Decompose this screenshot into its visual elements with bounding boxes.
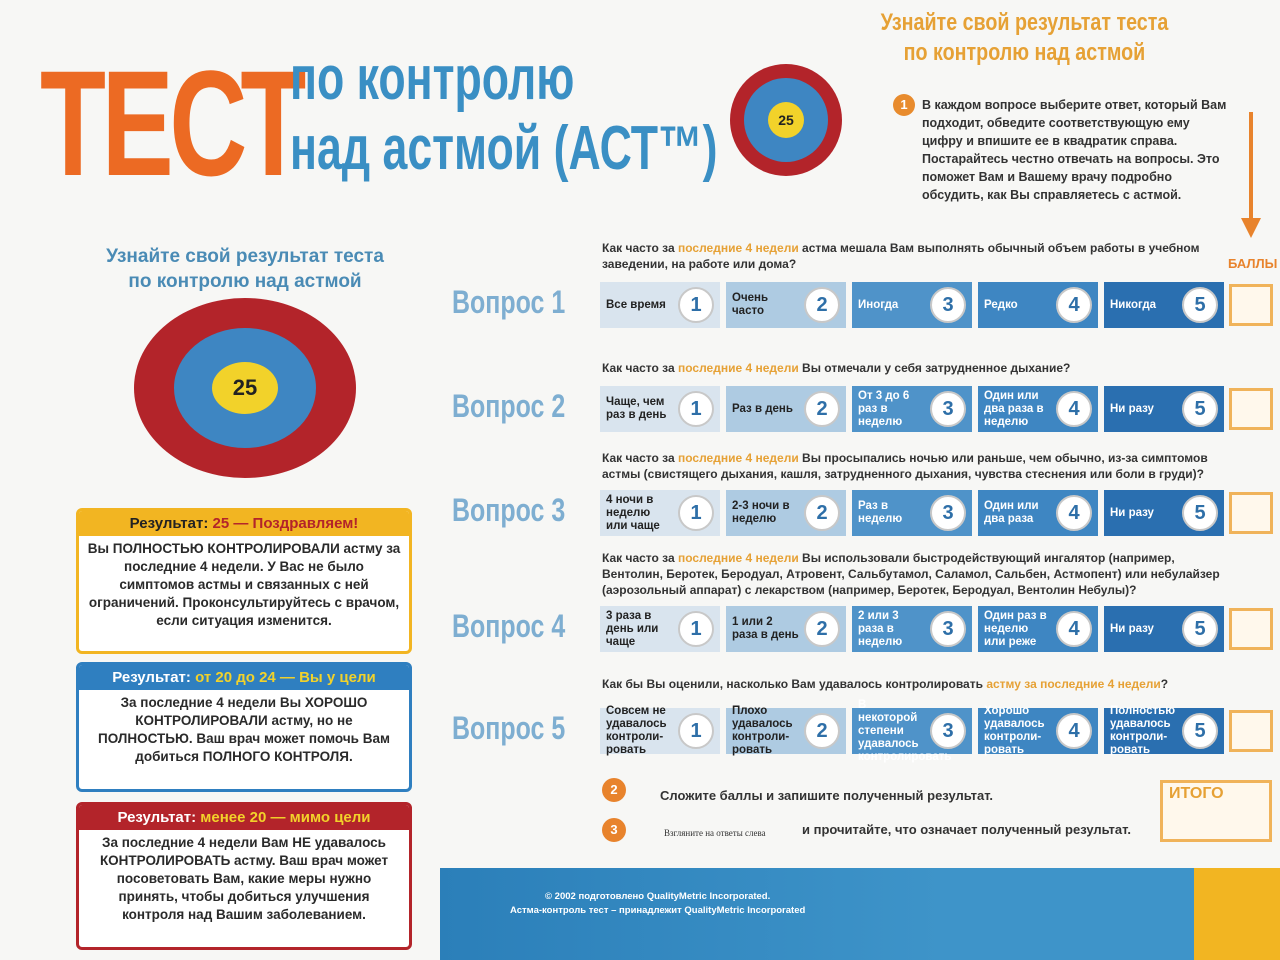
answer-option-score[interactable]: 4	[1056, 391, 1092, 427]
answer-options-row	[600, 490, 1224, 536]
answer-option-label: От 3 до 6 раз в неделю	[858, 389, 910, 428]
answer-option[interactable]	[600, 386, 720, 432]
answer-options-row	[600, 698, 1224, 763]
answer-option[interactable]	[600, 282, 720, 328]
answer-option[interactable]	[726, 490, 846, 536]
answer-option[interactable]	[978, 386, 1098, 432]
answer-option[interactable]	[852, 490, 972, 536]
answer-option[interactable]	[1104, 606, 1224, 652]
result-card-body: За последние 4 недели Вам НЕ удавалось КОНТРОЛИРОВАТЬ астму. Ваш врач может посоветовать Вам, какие меры нужно принять, чтобы добиться улучшения контроля над Вашим заболеванием.	[99, 835, 389, 922]
question-text-highlight: астму за последние 4 недели	[986, 677, 1161, 691]
result-card-header	[79, 665, 409, 690]
answer-option-score[interactable]: 3	[930, 611, 966, 647]
result-card-body: За последние 4 недели Вы ХОРОШО КОНТРОЛИРОВАЛИ астму, но не ПОЛНОСТЬЮ. Ваш врач может помочь Вам добиться ПОЛНОГО КОНТРОЛЯ.	[98, 695, 390, 764]
answer-option-label: 3 раза в день или чаще	[606, 609, 659, 648]
score-column-label: БАЛЛЫ	[1228, 256, 1278, 271]
footer-line-1: © 2002 подготовлено QualityMetric Incorporated.	[545, 891, 771, 902]
answer-option-score[interactable]: 1	[678, 611, 714, 647]
total-label: ИТОГО	[1169, 785, 1224, 802]
step-2-text: Сложите баллы и запишите полученный результат.	[660, 788, 994, 803]
answer-option-label: 2-3 ночи в неделю	[732, 500, 790, 525]
footer-line-2: Астма-контроль тест – принадлежит QualityMetric Incorporated	[510, 905, 806, 916]
result-card-25	[76, 508, 412, 654]
answer-option-score[interactable]: 1	[678, 495, 714, 531]
question-text-highlight: последние 4 недели	[678, 361, 799, 375]
question-text-part: Вы использовали быстродействующий ингалятор (например, Вентолин, Беротек, Беродуал, Атровент, Сальбутамол, Саламол, Сальбен, Астмопент) или небулайзер (аэрозольный аппарат) с лекарством (например, Беротек, Беродуал, Вентолин Небулы)?	[602, 551, 1220, 597]
step-3-badge: 3	[602, 818, 626, 842]
result-card-header	[79, 805, 409, 830]
answer-options-row	[600, 606, 1224, 652]
question-text-part: Вы просыпались ночью или раньше, чем обычно, из-за симптомов астмы (свистящего дыхания, кашля, затрудненного дыхания, чувства стеснения или боли в груди)?	[602, 451, 1208, 481]
question-text-highlight: последние 4 недели	[678, 551, 799, 565]
score-input-box[interactable]	[1229, 710, 1273, 752]
answer-option-label: Один или два раза	[984, 500, 1039, 525]
answer-option-label: Ни разу	[1110, 506, 1154, 519]
answer-option[interactable]	[1104, 490, 1224, 536]
answer-option-label: Один или два раза в неделю	[984, 389, 1044, 428]
answer-option[interactable]	[600, 705, 720, 756]
answer-option-score[interactable]: 1	[678, 391, 714, 427]
question-text	[602, 450, 1222, 482]
answer-option[interactable]	[726, 282, 846, 328]
question-text-part: Вы отмечали у себя затрудненное дыхание?	[798, 361, 1071, 375]
answer-option-label: 4 ночи в неделю или чаще	[606, 493, 660, 532]
answer-option-label: Очень часто	[732, 292, 769, 317]
answer-option[interactable]	[1104, 282, 1224, 328]
footer-band	[440, 868, 1280, 960]
answer-option-score[interactable]: 4	[1056, 287, 1092, 323]
question-text-part: Как бы Вы оценили, насколько Вам удавалось контролировать	[602, 677, 987, 691]
test-subtitle	[290, 44, 717, 184]
result-value: от 20 до 24 — Вы у цели	[195, 669, 376, 686]
answer-option-score[interactable]: 5	[1182, 713, 1218, 749]
answer-option-label: Все время	[606, 298, 666, 311]
result-card-header	[79, 511, 409, 536]
score-input-box[interactable]	[1229, 284, 1273, 326]
question-text-part: Как часто за	[602, 241, 678, 255]
answer-option-label: Совсем не удавалось контроли-ровать	[606, 705, 667, 756]
score-input-box[interactable]	[1229, 608, 1273, 650]
instruction-text: В каждом вопросе выберите ответ, который Вам подходит, обведите соответствующую ему цифру и впишите ее в квадратик справа. Постарайтесь честно отвечать на вопросы. Это поможет Вам и Вашему врачу подробно обсудить, как Вы справляетесь с астмой.	[922, 98, 1227, 202]
step-3-small-text: Взгляните на ответы слева	[664, 828, 766, 838]
step-2-badge: 2	[602, 778, 626, 802]
question-label: Вопрос 4	[452, 608, 566, 644]
answer-option-label: Раз в неделю	[858, 500, 903, 525]
answer-option-label: Ни разу	[1110, 402, 1154, 415]
answer-option[interactable]	[726, 606, 846, 652]
answer-option-label: 2 или 3 раза в неделю	[858, 609, 903, 648]
question-text-part: ?	[1160, 677, 1169, 691]
answer-option-score[interactable]: 3	[930, 495, 966, 531]
question-label: Вопрос 2	[452, 388, 566, 424]
large-target-icon	[134, 298, 356, 478]
answer-option-label: Хорошо удавалось контроли-ровать	[984, 705, 1045, 756]
question-text	[602, 676, 1222, 692]
question-label: Вопрос 5	[452, 710, 566, 746]
down-arrow-icon	[1249, 112, 1253, 222]
question-text-part: Как часто за	[602, 451, 678, 465]
question-text-part: Как часто за	[602, 551, 678, 565]
result-prefix: Результат:	[129, 515, 209, 532]
answer-option-label: Один раз в неделю или реже	[984, 609, 1047, 648]
question-label: Вопрос 1	[452, 284, 566, 320]
answer-option[interactable]	[978, 606, 1098, 652]
result-card-body: Вы ПОЛНОСТЬЮ КОНТРОЛИРОВАЛИ астму за последние 4 недели. У Вас не было симптомов астмы и связанных с ней ограничений. Проконсультируйтесь с врачом, если ситуация изменится.	[87, 541, 401, 628]
answer-option[interactable]	[852, 606, 972, 652]
answer-option-score[interactable]: 4	[1056, 713, 1092, 749]
subtitle-line-1: по контролю	[290, 44, 575, 113]
total-score-box[interactable]	[1160, 780, 1272, 842]
answer-option-score[interactable]: 2	[804, 713, 840, 749]
test-title: ТЕСТ	[40, 39, 303, 207]
question-label: Вопрос 3	[452, 492, 566, 528]
left-heading	[80, 244, 410, 294]
top-right-heading-line-1: Узнайте свой результат теста	[880, 9, 1169, 36]
answer-option-score[interactable]: 5	[1182, 495, 1218, 531]
footer-accent	[1194, 868, 1280, 960]
answer-option-score[interactable]: 2	[804, 287, 840, 323]
question-text-part: Как часто за	[602, 361, 678, 375]
answer-option-score[interactable]: 4	[1056, 611, 1092, 647]
left-heading-line-2: по контролю над астмой	[128, 271, 362, 292]
large-target-value: 25	[212, 362, 278, 414]
question-text	[602, 360, 1222, 376]
answer-option-score[interactable]: 3	[930, 287, 966, 323]
answer-option[interactable]	[978, 282, 1098, 328]
question-text-highlight: последние 4 недели	[678, 451, 799, 465]
answer-option-score[interactable]: 5	[1182, 611, 1218, 647]
step-3-text: и прочитайте, что означает полученный результат.	[802, 822, 1131, 837]
answer-option-label: Полностью удавалось контроли-ровать	[1110, 705, 1176, 756]
arrow-head-icon	[1241, 218, 1261, 238]
result-prefix: Результат:	[117, 809, 197, 826]
left-heading-line-1: Узнайте свой результат теста	[106, 246, 384, 267]
answer-option[interactable]	[852, 386, 972, 432]
answer-option[interactable]	[978, 705, 1098, 756]
result-card-20-24	[76, 662, 412, 792]
result-card-under-20	[76, 802, 412, 950]
answer-option[interactable]	[726, 705, 846, 756]
result-prefix: Результат:	[112, 669, 191, 686]
result-value: 25 — Поздравляем!	[212, 515, 359, 532]
answer-options-row	[600, 282, 1224, 328]
answer-option-label: Раз в день	[732, 402, 793, 415]
answer-option-label: Ни разу	[1110, 622, 1154, 635]
answer-option-score[interactable]: 3	[930, 391, 966, 427]
small-target-icon	[730, 64, 842, 176]
subtitle-line-2: над астмой (АСТ™)	[290, 114, 718, 183]
answer-option[interactable]	[726, 386, 846, 432]
answer-option-label: Никогда	[1110, 298, 1157, 311]
small-target-value: 25	[768, 102, 804, 138]
answer-option-score[interactable]: 2	[804, 611, 840, 647]
answer-option[interactable]	[978, 490, 1098, 536]
step-1-badge: 1	[893, 94, 915, 116]
top-right-heading-line-2: по контролю над астмой	[903, 39, 1146, 66]
answer-option-label: Плохо удавалось контроли-ровать	[732, 705, 793, 756]
answer-option-score[interactable]: 2	[804, 495, 840, 531]
score-input-box[interactable]	[1229, 492, 1273, 534]
question-text-highlight: последние 4 недели	[678, 241, 799, 255]
question-text	[602, 240, 1222, 272]
answer-options-row	[600, 386, 1224, 432]
question-text	[602, 550, 1222, 598]
answer-option-label: В некоторой степени удавалось контролировать	[858, 698, 952, 763]
answer-option[interactable]	[600, 606, 720, 652]
answer-option-label: Иногда	[858, 298, 899, 311]
answer-option[interactable]	[852, 698, 972, 763]
answer-option-score[interactable]: 1	[678, 713, 714, 749]
footer-copyright	[510, 890, 805, 918]
result-value: менее 20 — мимо цели	[200, 809, 371, 826]
answer-option[interactable]	[1104, 386, 1224, 432]
top-right-heading	[881, 8, 1169, 68]
answer-option[interactable]	[600, 490, 720, 536]
answer-option-score[interactable]: 5	[1182, 287, 1218, 323]
answer-option-score[interactable]: 2	[804, 391, 840, 427]
answer-option-score[interactable]: 3	[930, 713, 966, 749]
score-input-box[interactable]	[1229, 388, 1273, 430]
answer-option[interactable]	[852, 282, 972, 328]
answer-option-label: Чаще, чем раз в день	[606, 396, 667, 421]
answer-option-score[interactable]: 1	[678, 287, 714, 323]
answer-option-label: Редко	[984, 298, 1018, 311]
answer-option-score[interactable]: 5	[1182, 391, 1218, 427]
answer-option[interactable]	[1104, 705, 1224, 756]
question-text-part: астма мешала Вам выполнять обычный объем работы в учебном заведении, на работе или дома?	[602, 241, 1200, 271]
answer-option-label: 1 или 2 раза в день	[732, 616, 799, 641]
answer-option-score[interactable]: 4	[1056, 495, 1092, 531]
